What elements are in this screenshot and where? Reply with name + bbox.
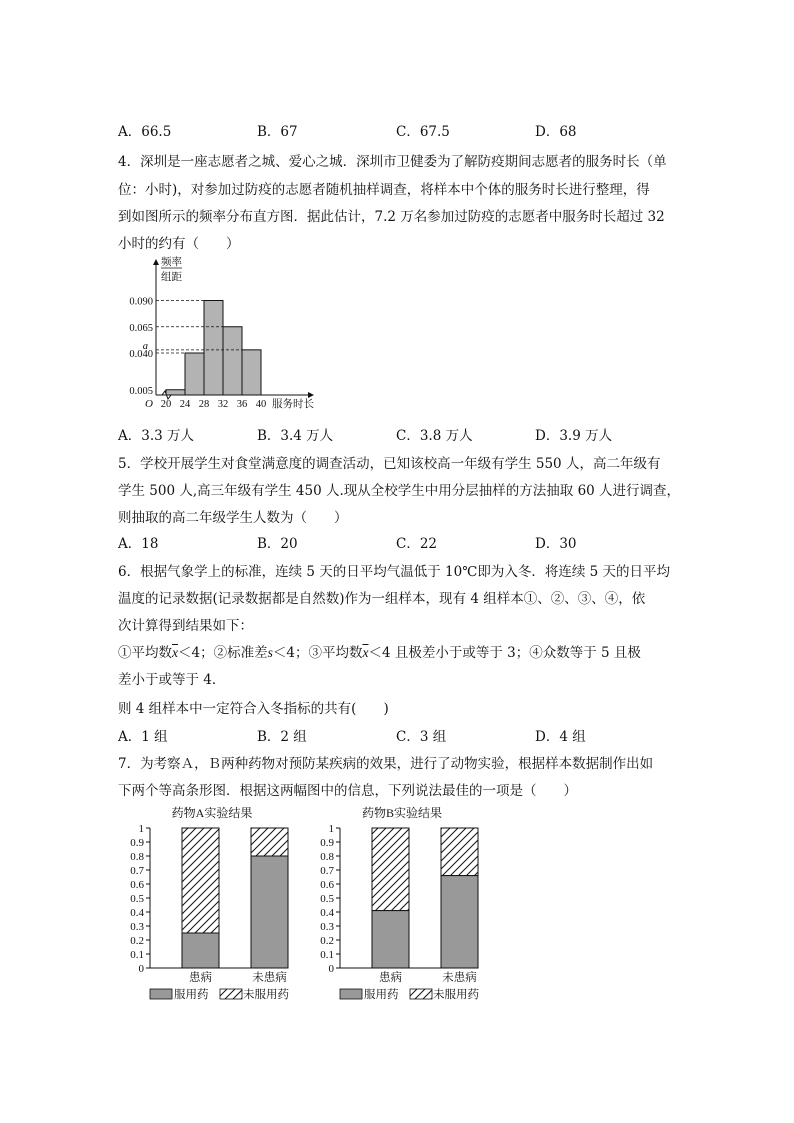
bar-hatched-患病: [182, 828, 219, 933]
y-tick-label-0.6: 0.6: [130, 879, 144, 891]
x-tick-label-28: 28: [198, 399, 210, 410]
x-axis-label: 服务时长: [272, 399, 314, 410]
y-axis-label-bottom: 组距: [161, 272, 182, 283]
histogram-bar-20: [166, 390, 185, 395]
x-tick-label-32: 32: [217, 399, 229, 410]
q6-text-line-2: 温度的记录数据(记录数据都是自然数)作为一组样本，现有 4 组样本①、②、③、④，依: [118, 591, 646, 607]
q6-mean-symbol-2: $\overline{x}$: [362, 645, 369, 660]
bar-solid-未患病: [441, 876, 478, 968]
legend-swatch-hatched: [410, 989, 432, 999]
histogram-bar-32: [223, 327, 242, 395]
y-tick-label-0.3: 0.3: [130, 921, 144, 933]
histogram-bar-28: [204, 301, 223, 396]
legend-swatch-solid: [150, 989, 172, 999]
y-tick-label-0.2: 0.2: [320, 935, 334, 947]
histogram-bars: [166, 301, 261, 396]
q4-text-line-4: 小时的约有（ ）: [118, 236, 240, 252]
q5-option-c: C．22: [396, 536, 438, 552]
x-tick-label-36: 36: [236, 399, 248, 410]
y-tick-label-0.3: 0.3: [320, 921, 334, 933]
x-axis-arrow: [308, 392, 314, 398]
y-axis-label-top: 频率: [161, 257, 182, 268]
q4-option-b: B．3.4 万人: [257, 428, 334, 444]
q6-std-symbol: s: [267, 645, 273, 660]
drug-a-chart: [112, 800, 312, 1005]
x-tick-label-24: 24: [179, 399, 191, 410]
y-tick-label-0: 0: [328, 963, 334, 975]
q7-text-line-2: 下两个等高条形图．根据这两幅图中的信息，下列说法最佳的一项是（ ）: [118, 783, 577, 799]
y-tick-label-0.1: 0.1: [130, 949, 144, 961]
bar-solid-患病: [372, 911, 409, 968]
q6-text-line-1: 6．根据气象学上的标准，连续 5 天的日平均气温低于 10℃即为入冬．将连续 5 天的日平均: [118, 564, 671, 580]
y-tick-label-0.5: 0.5: [320, 893, 334, 905]
q6-cond2-suffix: ＜4；: [272, 645, 309, 661]
q4-option-d: D．3.9 万人: [535, 428, 613, 444]
q6-option-a: A．1 组: [118, 729, 168, 745]
q3-option-a: A．66.5: [118, 124, 172, 140]
category-label-未患病: 未患病: [442, 972, 477, 984]
q6-option-d: D．4 组: [535, 729, 586, 745]
q4-text-line-2: 位：小时)，对参加过防疫的志愿者随机抽样调查，将样本中个体的服务时长进行整理，得: [118, 182, 650, 198]
q7-text-line-1: 7．为考察Ａ，Ｂ两种药物对预防某疾病的效果，进行了动物实验，根据样本数据制作出如: [118, 756, 654, 772]
q6-text-line-6: 则 4 组样本中一定符合入冬指标的共有( ): [118, 701, 389, 717]
y-tick-label-0: 0.005: [129, 385, 153, 397]
legend-label-solid: 服用药: [174, 989, 209, 1001]
bar-hatched-未患病: [251, 828, 288, 856]
q6-text-line-5: 差小于或等于 4．: [118, 672, 226, 688]
y-tick-label-0.8: 0.8: [320, 851, 334, 863]
category-label-未患病: 未患病: [252, 972, 287, 984]
y-tick-label-1: 1: [138, 823, 144, 835]
frequency-histogram: [112, 256, 342, 416]
legend-swatch-solid: [340, 989, 362, 999]
q3-option-b: B．67: [257, 124, 298, 140]
y-tick-label-0.9: 0.9: [130, 837, 144, 849]
y-tick-label-0.7: 0.7: [320, 865, 334, 877]
q6-conditions-line: [118, 641, 641, 661]
q5-option-d: D．30: [535, 536, 577, 552]
y-tick-label-0.4: 0.4: [130, 907, 144, 919]
legend-label-solid: 服用药: [364, 989, 399, 1001]
q6-cond2-prefix: ②标准差: [213, 645, 268, 661]
y-tick-label-0.8: 0.8: [130, 851, 144, 863]
y-tick-label-0: 0: [138, 963, 144, 975]
q3-option-c: C．67.5: [396, 124, 450, 140]
legend-swatch-hatched: [220, 989, 242, 999]
category-label-患病: 患病: [189, 972, 212, 984]
q4-text-line-1: 4．深圳是一座志愿者之城、爱心之城．深圳市卫健委为了解防疫期间志愿者的服务时长（单: [118, 154, 667, 170]
category-label-患病: 患病: [379, 972, 402, 984]
y-tick-label-0.2: 0.2: [130, 935, 144, 947]
y-tick-label-0.6: 0.6: [320, 879, 334, 891]
q3-option-d: D．68: [535, 124, 577, 140]
chart-title: 药物A实验结果: [171, 806, 253, 820]
q6-cond3-suffix: ＜4 且极差小于或等于 3；④众数等于 5 且极: [368, 645, 641, 661]
y-tick-label-3: 0.065: [129, 322, 153, 334]
histogram-bar-36: [242, 350, 261, 395]
q5-text-line-1: 5．学校开展学生对食堂满意度的调查活动，已知该校高一年级有学生 550 人，高二年级有: [118, 456, 661, 472]
y-tick-label-0.7: 0.7: [130, 865, 144, 877]
q6-cond3-prefix: ③平均数: [308, 645, 363, 661]
histogram-bar-24: [185, 353, 204, 395]
q5-option-b: B．20: [257, 536, 298, 552]
drug-b-chart: [302, 800, 502, 1005]
x-tick-label-20: 20: [160, 399, 172, 410]
y-tick-label-0.1: 0.1: [320, 949, 334, 961]
q4-option-a: A．3.3 万人: [118, 428, 195, 444]
y-tick-label-0.5: 0.5: [130, 893, 144, 905]
y-axis-arrow: [153, 259, 159, 265]
x-tick-label-40: 40: [255, 399, 267, 410]
chart-title: 药物B实验结果: [361, 806, 443, 820]
q4-option-c: C．3.8 万人: [396, 428, 473, 444]
q6-cond1-suffix: ＜4；: [178, 645, 214, 661]
q5-option-a: A．18: [118, 536, 159, 552]
legend-label-hatched: 未服用药: [243, 989, 289, 1001]
q6-text-line-3: 次计算得到结果如下：: [118, 618, 253, 634]
q4-text-line-3: 到如图所示的频率分布直方图．据此估计，7.2 万名参加过防疫的志愿者中服务时长超过 32: [118, 209, 665, 225]
q6-option-c: C．3 组: [396, 729, 447, 745]
y-tick-label-1: 0.040: [129, 349, 153, 360]
y-tick-label-4: 0.090: [129, 296, 153, 308]
q5-text-line-3: 则抽取的高二年级学生人数为（ ）: [118, 510, 348, 526]
bar-hatched-未患病: [441, 828, 478, 876]
bar-solid-患病: [182, 933, 219, 968]
origin-label: O: [145, 398, 153, 410]
q6-option-b: B．2 组: [257, 729, 307, 745]
bar-hatched-患病: [372, 828, 409, 911]
bar-solid-未患病: [251, 856, 288, 968]
legend-label-hatched: 未服用药: [433, 989, 479, 1001]
q5-text-line-2: 学生 500 人,高三年级有学生 450 人.现从全校学生中用分层抽样的方法抽取 60 人进行调查，: [118, 483, 681, 499]
y-tick-label-0.4: 0.4: [320, 907, 334, 919]
y-tick-label-2: a: [142, 340, 148, 352]
y-tick-label-0.9: 0.9: [320, 837, 334, 849]
q6-cond1-prefix: ①平均数: [118, 645, 172, 661]
q6-mean-symbol-1: $\overline{x}$: [172, 645, 178, 660]
y-tick-label-1: 1: [328, 823, 334, 835]
